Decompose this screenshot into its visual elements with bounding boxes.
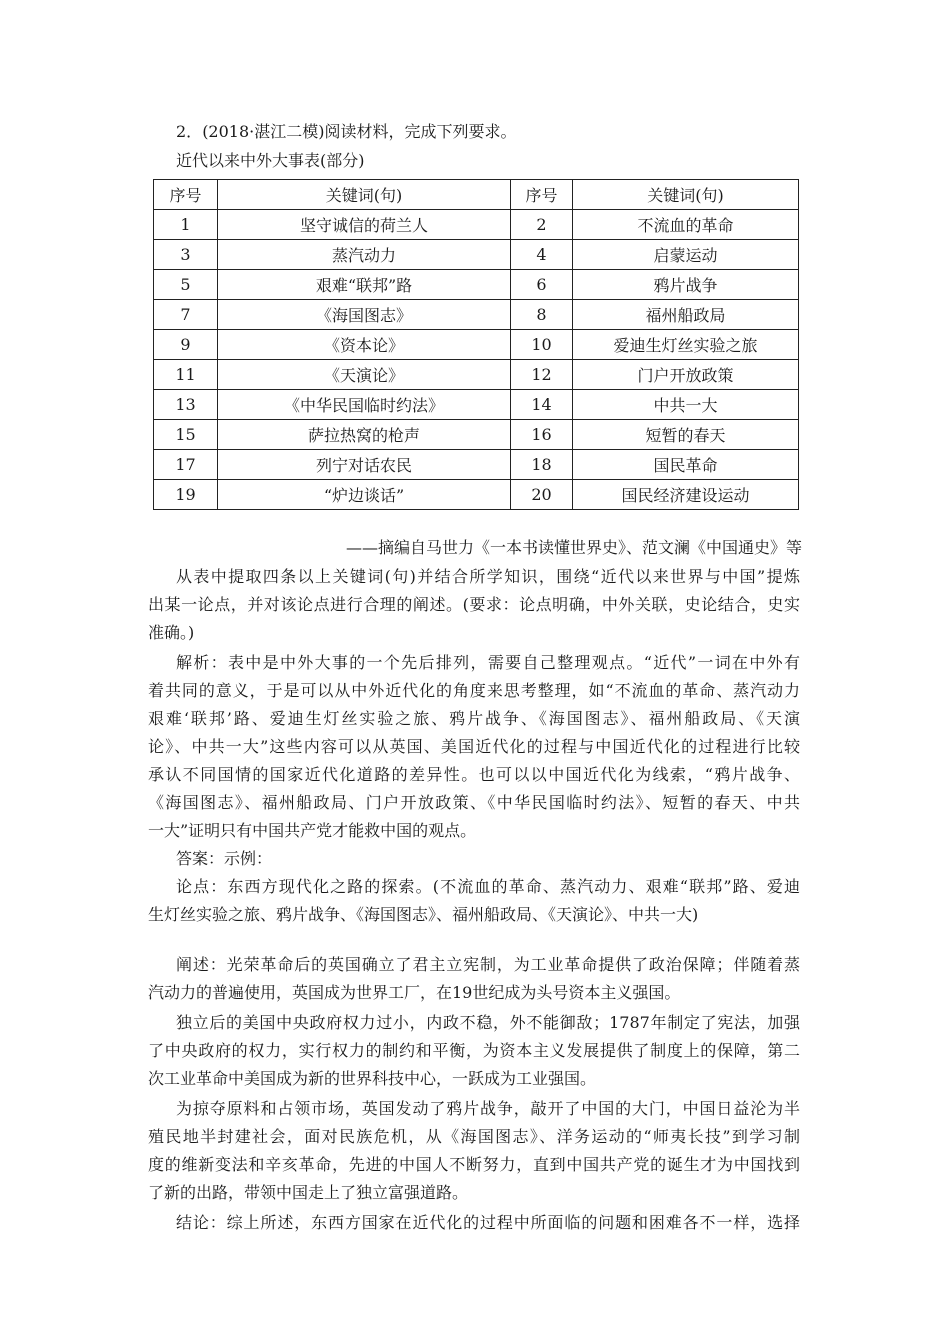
question-prompt: 阅读材料，完成下列要求。 (324, 122, 517, 141)
analysis-line: 承认不同国情的国家近代化道路的差异性。也可以以中国近代化为线索，“鸦片战争、 (148, 765, 800, 784)
table-source-note: ——摘编自马世力《一本书读懂世界史》、范文澜《中国通史》等 (345, 538, 802, 557)
answer-china-line: 度的维新变法和辛亥革命，先进的中国人不断努力，直到中国共产党的诞生才为中国找到 (148, 1155, 800, 1174)
table-cell: 爱迪生灯丝实验之旅 (573, 330, 799, 360)
table-row (154, 420, 799, 450)
answer-china-line: 了新的出路，带领中国走上了独立富强道路。 (148, 1183, 469, 1202)
table-cell: 10 (511, 330, 573, 360)
task-line: 准确。) (148, 623, 195, 642)
table-cell: 门户开放政策 (573, 360, 799, 390)
answer-conclusion-line: 结论：综上所述，东西方国家在近代化的过程中所面临的问题和困难各不一样，选择 (176, 1213, 800, 1232)
analysis-line: 一大”证明只有中国共产党才能救中国的观点。 (148, 821, 477, 840)
table-row (154, 480, 799, 510)
table-cell: 中共一大 (573, 390, 799, 420)
header-index: 序号 (154, 180, 218, 210)
table-cell: 15 (154, 420, 218, 450)
answer-thesis-line: 论点：东西方现代化之路的探索。(不流血的革命、蒸汽动力、艰难“联邦”路、爱迪 (176, 877, 800, 896)
analysis-line: 论》、中共一大”这些内容可以从英国、美国近代化的过程与中国近代化的过程进行比较 (148, 737, 800, 756)
table-cell: 艰难“联邦”路 (218, 270, 511, 300)
table-cell: 6 (511, 270, 573, 300)
table-cell: 20 (511, 480, 573, 510)
table-cell: “炉边谈话” (218, 480, 511, 510)
header-index: 序号 (511, 180, 573, 210)
table-cell: 18 (511, 450, 573, 480)
table-cell: 萨拉热窝的枪声 (218, 420, 511, 450)
table-cell: 11 (154, 360, 218, 390)
table-cell: 国民经济建设运动 (573, 480, 799, 510)
table-cell: 短暂的春天 (573, 420, 799, 450)
answer-exposition-line: 汽动力的普遍使用，英国成为世界工厂，在19世纪成为头号资本主义强国。 (148, 983, 681, 1002)
table-cell: 4 (511, 240, 573, 270)
answer-usa-line: 了中央政府的权力，实行权力的制约和平衡，为资本主义发展提供了制度上的保障，第二 (148, 1041, 800, 1060)
task-line: 从表中提取四条以上关键词(句)并结合所学知识，围绕“近代以来世界与中国”提炼 (176, 567, 800, 586)
table-cell: 3 (154, 240, 218, 270)
answer-usa-line: 独立后的美国中央政府权力过小，内政不稳，外不能御敌；1787年制定了宪法，加强 (176, 1013, 800, 1032)
table-cell: 《中华民国临时约法》 (218, 390, 511, 420)
table-cell: 《天演论》 (218, 360, 511, 390)
answer-china-line: 殖民地半封建社会，面对民族危机，从《海国图志》、洋务运动的“师夷长技”到学习制 (148, 1127, 800, 1146)
analysis-line: 着共同的意义，于是可以从中外近代化的角度来思考整理，如“不流血的革命、蒸汽动力 (148, 681, 800, 700)
table-row (154, 270, 799, 300)
table-cell: 16 (511, 420, 573, 450)
table-header-row (154, 180, 799, 210)
answer-usa-line: 次工业革命中美国成为新的世界科技中心，一跃成为工业强国。 (148, 1069, 597, 1088)
table-cell: 蒸汽动力 (218, 240, 511, 270)
table-row (154, 360, 799, 390)
table-cell: 12 (511, 360, 573, 390)
table-cell: 7 (154, 300, 218, 330)
answer-thesis-line: 生灯丝实验之旅、鸦片战争、《海国图志》、福州船政局、《天演论》、中共一大) (148, 905, 699, 924)
table-cell: 启蒙运动 (573, 240, 799, 270)
table-row (154, 240, 799, 270)
question-source: (2018·湛江二模) (202, 122, 325, 141)
analysis-line: 《海国图志》、福州船政局、门户开放政策、《中华民国临时约法》、短暂的春天、中共 (148, 793, 800, 812)
answer-china-line: 为掠夺原料和占领市场，英国发动了鸦片战争，敲开了中国的大门，中国日益沦为半 (176, 1099, 800, 1118)
table-cell: 坚守诚信的荷兰人 (218, 210, 511, 240)
table-cell: 19 (154, 480, 218, 510)
question-header (176, 121, 517, 143)
table-row (154, 450, 799, 480)
table-row (154, 210, 799, 240)
table-row (154, 300, 799, 330)
table-cell: 5 (154, 270, 218, 300)
table-cell: 13 (154, 390, 218, 420)
task-line: 出某一论点，并对该论点进行合理的阐述。(要求：论点明确，中外关联，史论结合，史实 (148, 595, 800, 614)
table-cell: 1 (154, 210, 218, 240)
table-cell: 8 (511, 300, 573, 330)
table-cell: 不流血的革命 (573, 210, 799, 240)
answer-label: 答案：示例： (176, 849, 273, 868)
table-cell: 17 (154, 450, 218, 480)
table-cell: 2 (511, 210, 573, 240)
table-cell: 14 (511, 390, 573, 420)
table-row (154, 390, 799, 420)
table-cell: 国民革命 (573, 450, 799, 480)
question-number: 2． (176, 122, 203, 141)
events-table (153, 179, 799, 510)
analysis-line: 艰难‘联邦’路、爱迪生灯丝实验之旅、鸦片战争、《海国图志》、福州船政局、《天演 (148, 709, 800, 728)
table-cell: 9 (154, 330, 218, 360)
table-row (154, 330, 799, 360)
answer-exposition-line: 阐述：光荣革命后的英国确立了君主立宪制，为工业革命提供了政治保障；伴随着蒸 (176, 955, 800, 974)
header-keyword: 关键词(句) (218, 180, 511, 210)
table-cell: 鸦片战争 (573, 270, 799, 300)
header-keyword: 关键词(句) (573, 180, 799, 210)
table-cell: 列宁对话农民 (218, 450, 511, 480)
analysis-line: 解析：表中是中外大事的一个先后排列，需要自己整理观点。“近代”一词在中外有 (176, 653, 800, 672)
table-cell: 《资本论》 (218, 330, 511, 360)
table-cell: 《海国图志》 (218, 300, 511, 330)
table-caption: 近代以来中外大事表(部分) (176, 151, 365, 170)
table-cell: 福州船政局 (573, 300, 799, 330)
